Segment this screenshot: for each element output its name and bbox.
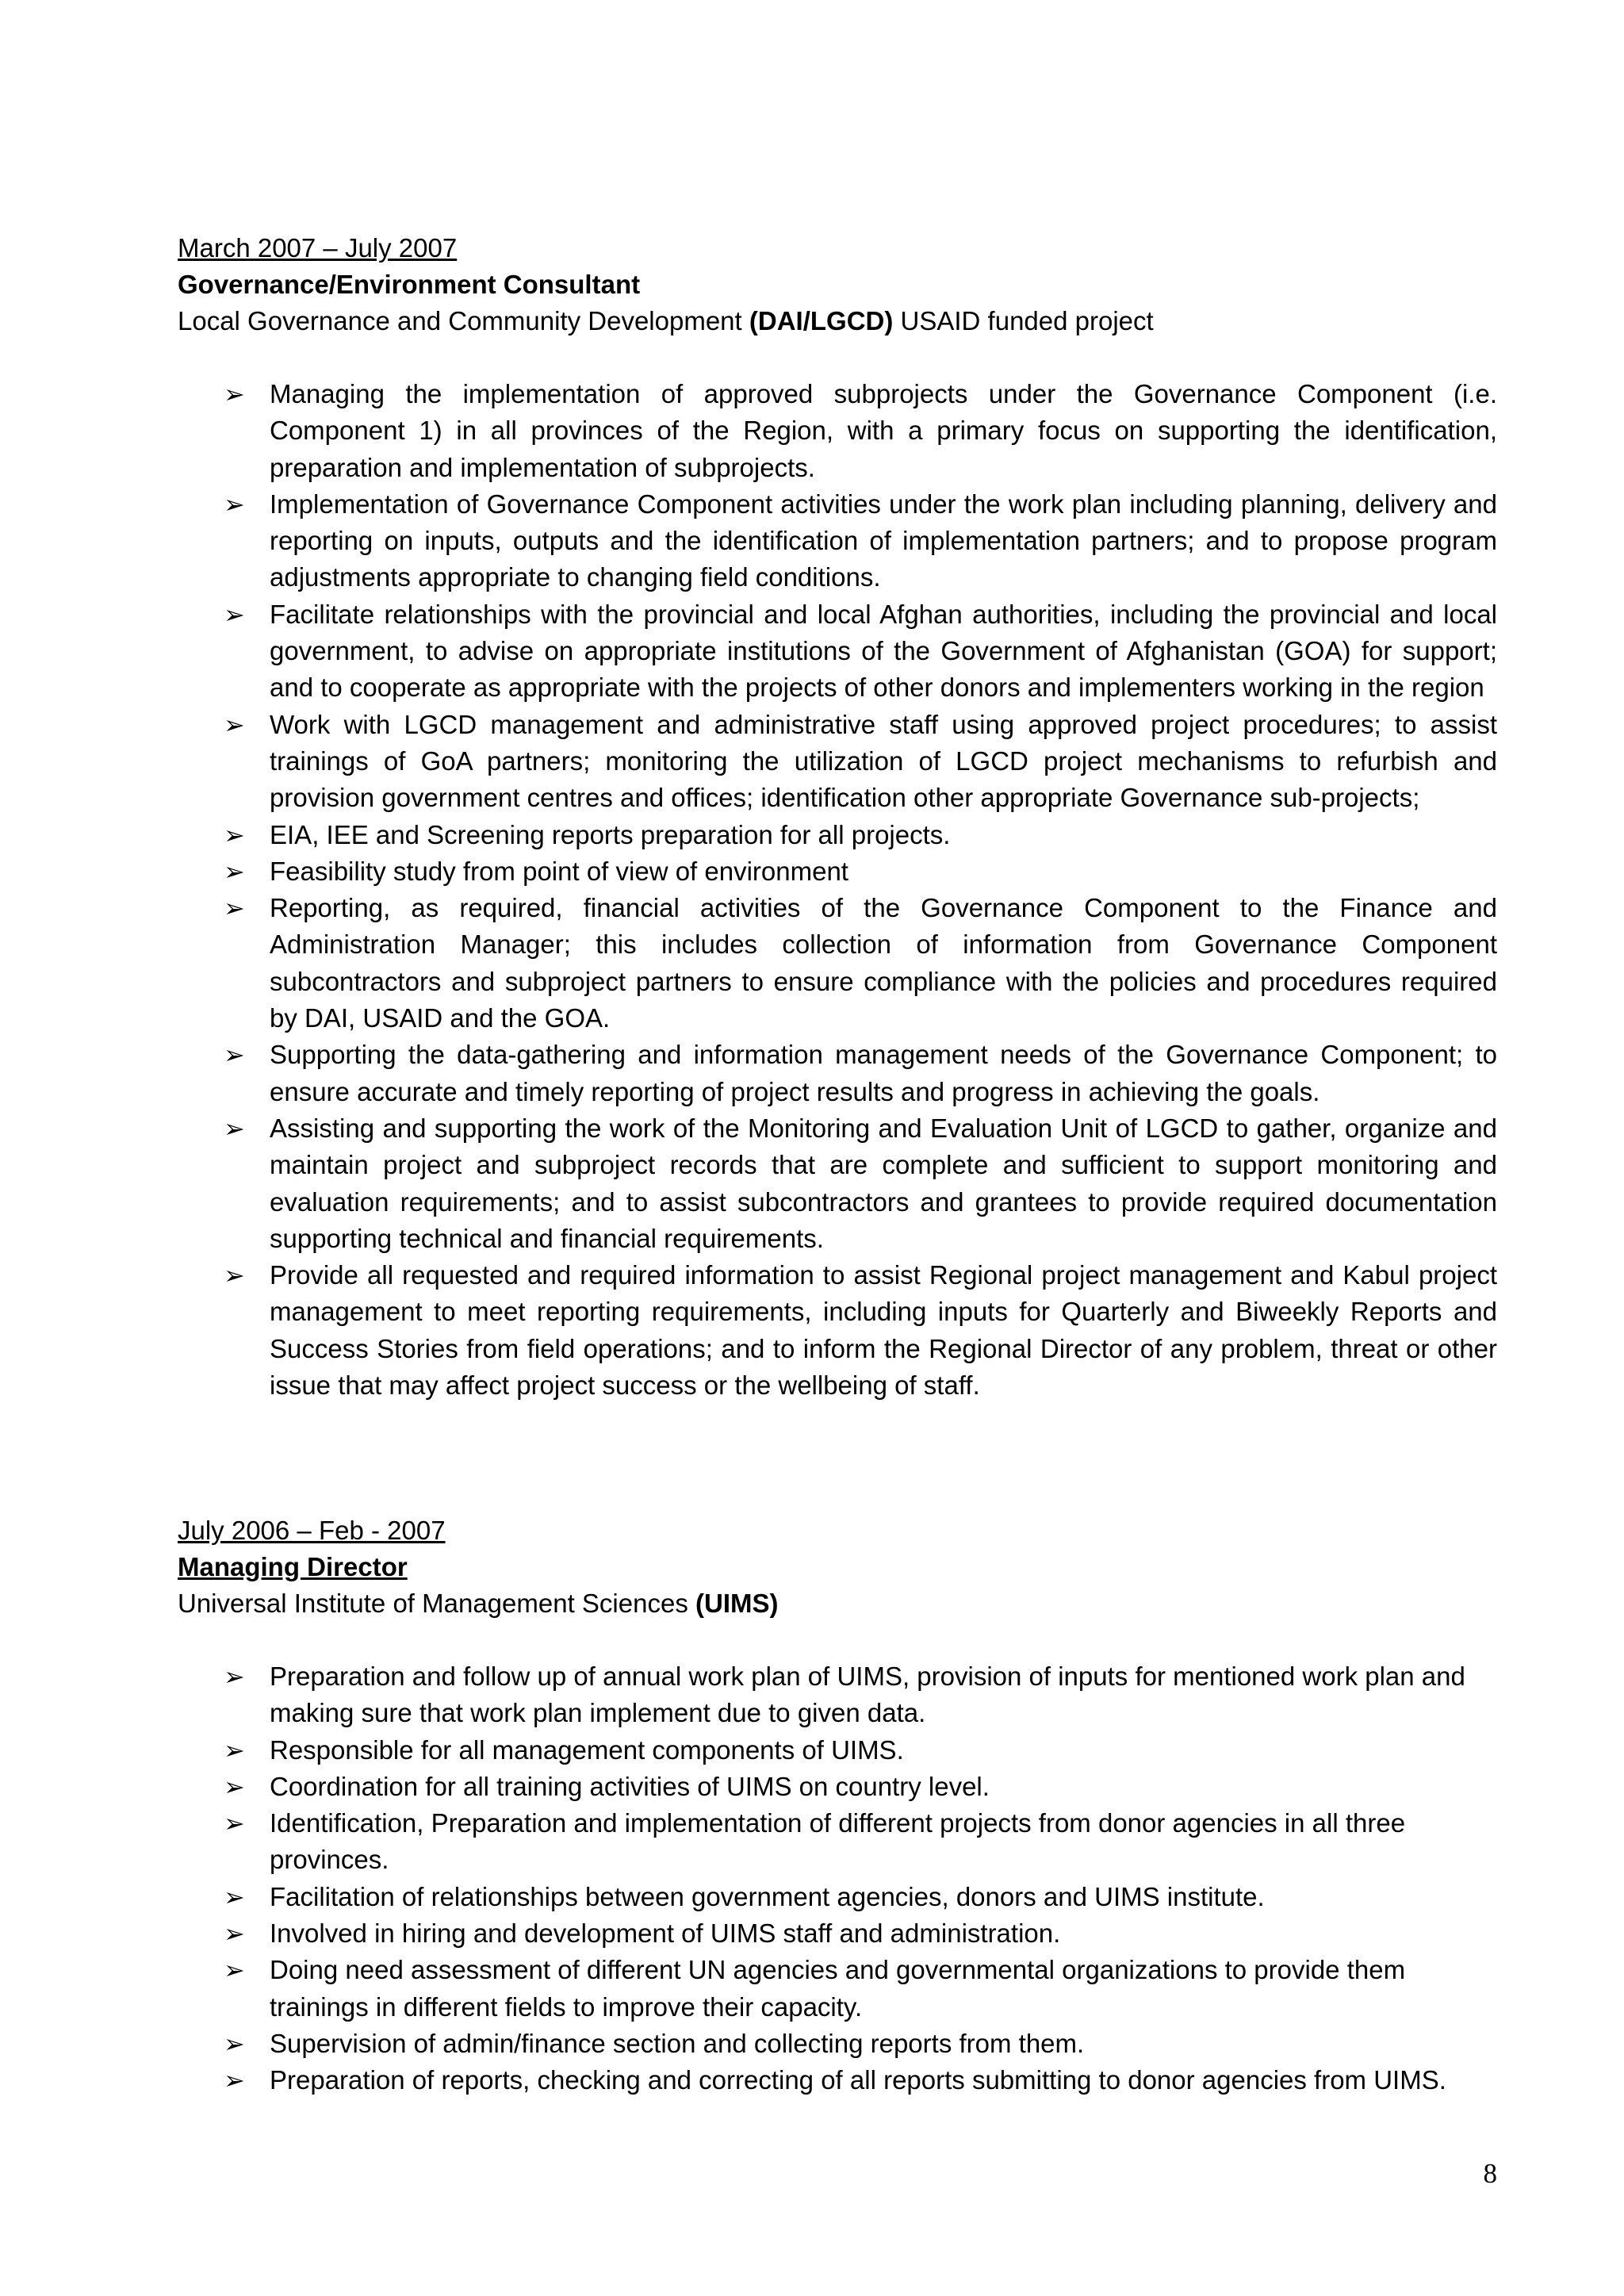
organization-name: Universal Institute of Management Sciences xyxy=(178,1589,695,1618)
arrow-bullet-icon: ➢ xyxy=(224,1771,245,1802)
list-item-text: Doing need assessment of different UN agencies and governmental organizations to provide them trainings in different fields to improve their capacity. xyxy=(270,1955,1406,2022)
arrow-bullet-icon: ➢ xyxy=(224,2028,245,2059)
list-item-text: Coordination for all training activities of UIMS on country level. xyxy=(270,1771,990,1801)
job-title: Governance/Environment Consultant xyxy=(178,270,641,299)
responsibilities-list xyxy=(178,376,1497,1404)
list-item-text: Implementation of Governance Component activities under the work plan including planning, delivery and reporting on inputs, outputs and the identification of implementation partners; and to propose program adjustments appropriate to changing field conditions. xyxy=(270,489,1497,592)
list-item-text: Involved in hiring and development of UIMS staff and administration. xyxy=(270,1918,1061,1949)
job-title: Managing Director xyxy=(178,1552,408,1581)
organization-name: Local Governance and Community Development xyxy=(178,306,749,335)
arrow-bullet-icon: ➢ xyxy=(224,709,245,740)
list-item xyxy=(178,1658,1497,1732)
arrow-bullet-icon: ➢ xyxy=(224,1734,245,1765)
list-item xyxy=(178,817,1497,853)
arrow-bullet-icon: ➢ xyxy=(224,1808,245,1839)
list-item-text: Provide all requested and required information to assist Regional project management and Kabul project management to meet reporting requirements, including inputs for Quarterly and Biweekly Reports and Success Stories from field operations; and to inform the Regional Director of any problem, threat or other issue that may affect project success or the wellbeing of staff. xyxy=(270,1260,1497,1401)
list-item-text: Facilitation of relationships between government agencies, donors and UIMS institute. xyxy=(270,1881,1265,1911)
list-item-text: Responsible for all management components of UIMS. xyxy=(270,1734,904,1765)
list-item-text: Managing the implementation of approved subprojects under the Governance Component (i.e. Component 1) in all provinces of the Region, with a primary focus on supporting the identification, preparation and implementation of subprojects. xyxy=(270,379,1497,482)
list-item xyxy=(178,376,1497,486)
arrow-bullet-icon: ➢ xyxy=(224,893,245,924)
arrow-bullet-icon: ➢ xyxy=(224,1662,245,1692)
list-item-text: Assisting and supporting the work of the Monitoring and Evaluation Unit of LGCD to gather, organize and maintain project and subproject records that are complete and sufficient to support monitoring and evaluation requirements; and to assist subcontractors and grantees to provide required documentation supporting technical and financial requirements. xyxy=(270,1113,1497,1253)
list-item xyxy=(178,1805,1497,1879)
organization-acronym: (DAI/LGCD) xyxy=(749,306,894,335)
list-item-text: Reporting, as required, financial activities of the Governance Component to the Finance and Administration Manager; this includes collection of information from Governance Component subcontractors and subproject partners to ensure compliance with the policies and procedures required by DAI, USAID and the GOA. xyxy=(270,893,1497,1033)
list-item-text: Identification, Preparation and implementation of different projects from donor agencies in all three provinces. xyxy=(270,1808,1406,1875)
organization-suffix: USAID funded project xyxy=(893,306,1154,335)
arrow-bullet-icon: ➢ xyxy=(224,1955,245,1986)
arrow-bullet-icon: ➢ xyxy=(224,1113,245,1144)
job-date-range: July 2006 – Feb - 2007 xyxy=(178,1516,446,1545)
list-item xyxy=(178,2026,1497,2062)
list-item xyxy=(178,1037,1497,1110)
page-number: 8 xyxy=(1483,2158,1497,2189)
list-item xyxy=(178,1952,1497,2026)
list-item xyxy=(178,853,1497,890)
list-item xyxy=(178,707,1497,817)
list-item xyxy=(178,2062,1497,2099)
organization-acronym: (UIMS) xyxy=(695,1589,779,1618)
list-item xyxy=(178,1879,1497,1915)
list-item xyxy=(178,1257,1497,1404)
list-item-text: Supervision of admin/finance section and collecting reports from them. xyxy=(270,2028,1085,2058)
job-organization xyxy=(178,1585,1497,1622)
list-item-text: Work with LGCD management and administrative staff using approved project procedures; to assist trainings of GoA partners; monitoring the utilization of LGCD project mechanisms to refurbish and provision government centres and offices; identification other appropriate Governance sub-projects; xyxy=(270,709,1497,813)
list-item-text: Supporting the data-gathering and information management needs of the Governance Component; to ensure accurate and timely reporting of project results and progress in achieving the goals. xyxy=(270,1040,1497,1106)
list-item xyxy=(178,1915,1497,1952)
arrow-bullet-icon: ➢ xyxy=(224,1260,245,1291)
arrow-bullet-icon: ➢ xyxy=(224,379,245,409)
list-item-text: Preparation and follow up of annual work plan of UIMS, provision of inputs for mentioned work plan and making sure that work plan implement due to given data. xyxy=(270,1662,1465,1728)
arrow-bullet-icon: ➢ xyxy=(224,856,245,887)
arrow-bullet-icon: ➢ xyxy=(224,599,245,630)
list-item xyxy=(178,1769,1497,1805)
arrow-bullet-icon: ➢ xyxy=(224,489,245,519)
list-item-text: EIA, IEE and Screening reports preparation for all projects. xyxy=(270,819,951,849)
list-item xyxy=(178,890,1497,1037)
list-item-text: Facilitate relationships with the provincial and local Afghan authorities, including the provincial and local government, to advise on appropriate institutions of the Government of Afghanistan (GOA) for support; and to cooperate as appropriate with the projects of other donors and implementers working in the region xyxy=(270,599,1497,703)
list-item-text: Feasibility study from point of view of environment xyxy=(270,856,848,886)
list-item xyxy=(178,486,1497,596)
list-item-text: Preparation of reports, checking and correcting of all reports submitting to donor agencies from UIMS. xyxy=(270,2065,1446,2095)
arrow-bullet-icon: ➢ xyxy=(224,1881,245,1912)
arrow-bullet-icon: ➢ xyxy=(224,819,245,850)
arrow-bullet-icon: ➢ xyxy=(224,2065,245,2096)
job-organization xyxy=(178,303,1497,339)
arrow-bullet-icon: ➢ xyxy=(224,1918,245,1949)
list-item xyxy=(178,596,1497,707)
job-entry-governance-consultant xyxy=(178,230,1497,1404)
arrow-bullet-icon: ➢ xyxy=(224,1040,245,1071)
list-item xyxy=(178,1732,1497,1769)
job-entry-managing-director xyxy=(178,1512,1497,2099)
job-date-range: March 2007 – July 2007 xyxy=(178,233,458,263)
list-item xyxy=(178,1110,1497,1257)
responsibilities-list xyxy=(178,1658,1497,2099)
